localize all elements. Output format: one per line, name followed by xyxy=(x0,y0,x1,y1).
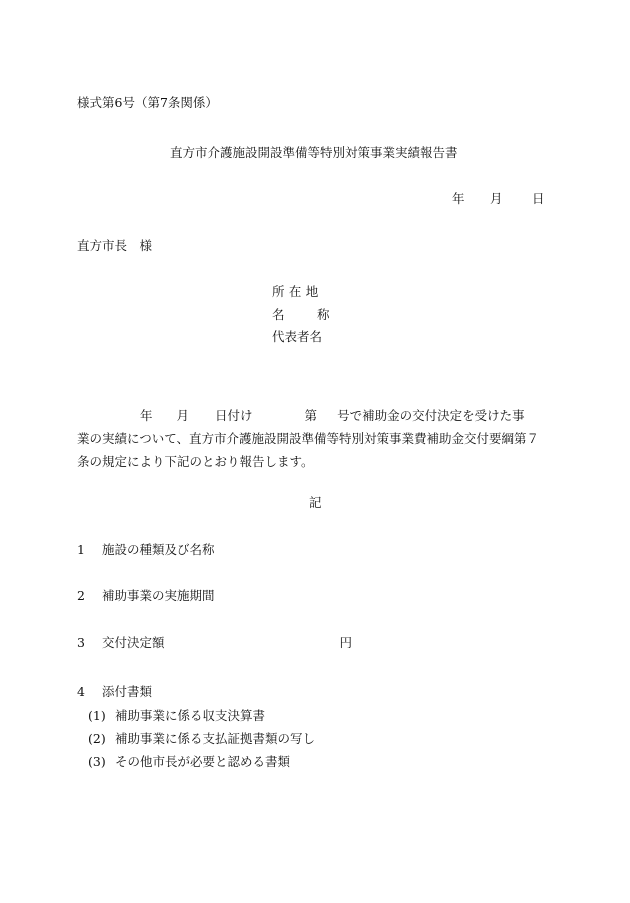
body-month-label: 月 xyxy=(176,408,190,423)
attachment-number: (3) xyxy=(88,754,106,769)
item-number: 1 xyxy=(77,542,85,557)
amount-unit: 円 xyxy=(339,635,353,650)
attachment-number: (1) xyxy=(88,708,106,723)
attachment-item xyxy=(88,756,290,769)
report-body xyxy=(77,404,563,473)
report-body-line-3: 条の規定により下記のとおり報告します。 xyxy=(77,454,314,469)
item-number: 2 xyxy=(77,588,85,603)
note-mark: 記 xyxy=(309,495,322,510)
body-day-label: 日付け xyxy=(215,408,253,423)
attachment-number: (2) xyxy=(88,731,106,746)
body-dai-label: 第 xyxy=(304,408,318,423)
report-body-line-2: 業の実績について、直方市介護施設開設準備等特別対策事業費補助金交付要綱第７ xyxy=(77,431,540,446)
attachment-item xyxy=(88,710,265,723)
date-month-label: 月 xyxy=(490,191,503,206)
item-label: 添付書類 xyxy=(102,684,153,699)
form-number: 様式第6号（第7条関係） xyxy=(77,95,218,110)
document-title: 直方市介護施設開設準備等特別対策事業実績報告書 xyxy=(170,145,458,160)
body-year-label: 年 xyxy=(140,408,153,423)
item-number: 4 xyxy=(77,684,85,699)
list-item xyxy=(77,637,352,650)
attachment-label: その他市長が必要と認める書類 xyxy=(115,754,291,769)
list-item xyxy=(77,544,215,557)
item-label: 交付決定額 xyxy=(102,635,165,650)
attachment-label: 補助事業に係る収支決算書 xyxy=(115,708,266,723)
addressee: 直方市長 様 xyxy=(77,238,153,253)
attachment-item xyxy=(88,733,315,746)
item-label: 施設の種類及び名称 xyxy=(102,542,215,557)
sender-name-label: 名称 xyxy=(272,306,363,322)
date-day-label: 日 xyxy=(532,191,545,206)
body-line-1-rest: 号で補助金の交付決定を受けた事 xyxy=(337,408,525,423)
attachment-label: 補助事業に係る支払証拠書類の写し xyxy=(115,731,316,746)
sender-address-label: 所在地 xyxy=(272,284,323,299)
sender-block xyxy=(272,286,362,354)
list-item xyxy=(77,590,215,603)
sender-representative-label: 代表者名 xyxy=(272,329,323,344)
date-line xyxy=(452,193,545,206)
item-label: 補助事業の実施期間 xyxy=(102,588,215,603)
item-number: 3 xyxy=(77,635,85,650)
report-body-line-1 xyxy=(77,404,563,427)
list-item xyxy=(77,686,152,699)
date-year-label: 年 xyxy=(452,191,465,206)
